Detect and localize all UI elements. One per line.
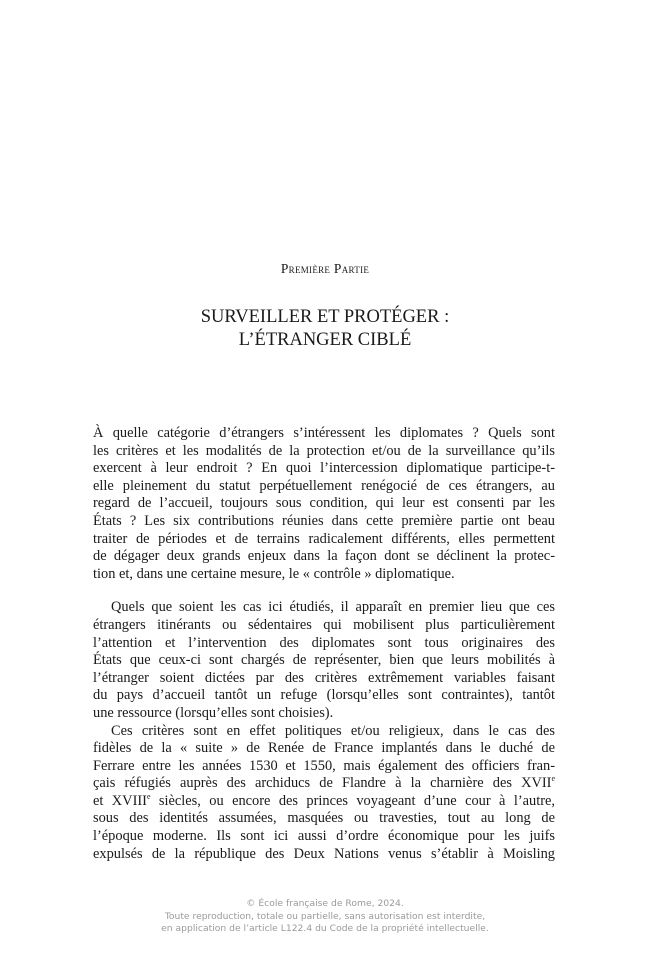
text-line: fidèles de la « suite » de Renée de France implantés dans le duché de <box>93 740 555 757</box>
text-segment: çais réfugiés auprès des archiducs de Flandre à la charnière des XVII <box>93 775 552 792</box>
text-line: du pays d’accueil tantôt un refuge (lorsqu’elles sont contraintes), tantôt <box>93 687 555 704</box>
text-line: elle pleinement du statut perpétuellement renégocié de ces étrangers, au <box>93 477 555 494</box>
text-line: traiter de périodes et de terrains radicalement différents, elles permettent <box>93 530 555 547</box>
text-line: l’étranger soient dictées par des critères extrêmement variables faisant <box>93 669 555 686</box>
chapter-title-line-2: L’ÉTRANGER CIBLÉ <box>238 330 412 350</box>
text-line: sous des identités assumées, masquées ou travesties, tout au long de <box>93 810 555 827</box>
text-line: Ferrare entre les années 1530 et 1550, mais également des officiers fran- <box>93 757 555 774</box>
text-line: États que ceux-ci sont chargés de représenter, bien que leurs mobilités à <box>93 652 555 669</box>
chapter-title-line-1: SURVEILLER ET PROTÉGER : <box>200 307 450 327</box>
chapter-title <box>0 306 650 352</box>
text-line <box>93 775 555 793</box>
text-line: de dégager deux grands enjeux dans la façon dont se déclinent la protec- <box>93 548 555 565</box>
paragraph-3 <box>93 723 555 864</box>
footer-line-1: © École française de Rome, 2024. <box>246 898 404 909</box>
body-text <box>93 425 555 863</box>
text-line: l’attention et l’intervention des diplomates sont tous originaires des <box>93 634 555 651</box>
text-line: étrangers itinérants ou sédentaires qui mobilisent plus particulièrement <box>93 616 555 633</box>
footer-line-2: Toute reproduction, totale ou partielle, sans autorisation est interdite, <box>164 910 486 922</box>
text-line: l’époque moderne. Ils sont ici aussi d’ordre économique pour les juifs <box>93 828 555 845</box>
text-line: tion et, dans une certaine mesure, le « contrôle » diplomatique. <box>93 565 455 582</box>
paragraph-1 <box>93 425 555 583</box>
text-line: expulsés de la république des Deux Nations venus s’établir à Moisling <box>93 845 555 862</box>
paragraph-gap <box>93 583 555 599</box>
text-segment: et XVIII <box>93 792 147 809</box>
superscript: e <box>146 791 151 801</box>
text-line: Quels que soient les cas ici étudiés, il apparaît en premier lieu que ces <box>111 599 555 616</box>
text-segment: siècles, ou encore des princes voyageant d’une cour à l’autre, <box>150 792 555 809</box>
text-line: Ces critères sont en effet politiques et/ou religieux, dans le cas des <box>111 722 555 739</box>
superscript: e <box>551 774 555 784</box>
text-line: regard de l’accueil, toujours sous condition, qui leur est consenti par les <box>93 495 555 512</box>
text-line <box>93 793 555 811</box>
text-line: États ? Les six contributions réunies dans cette première partie ont beau <box>93 512 555 529</box>
text-line: exercent à leur endroit ? En quoi l’intercession diplomatique participe-t- <box>93 460 555 477</box>
text-line: À quelle catégorie d’étrangers s’intéressent les diplomates ? Quels sont <box>93 425 555 441</box>
footer-line-3: en application de l’article L122.4 du Code de la propriété intellectuelle. <box>161 923 489 934</box>
part-label: Première Partie <box>280 261 370 276</box>
text-line: les critères et les modalités de la protection et/ou de la surveillance qu’ils <box>93 442 555 459</box>
copyright-footer <box>0 898 650 936</box>
paragraph-2 <box>93 599 555 722</box>
text-line: une ressource (lorsqu’elles sont choisies). <box>93 704 334 721</box>
